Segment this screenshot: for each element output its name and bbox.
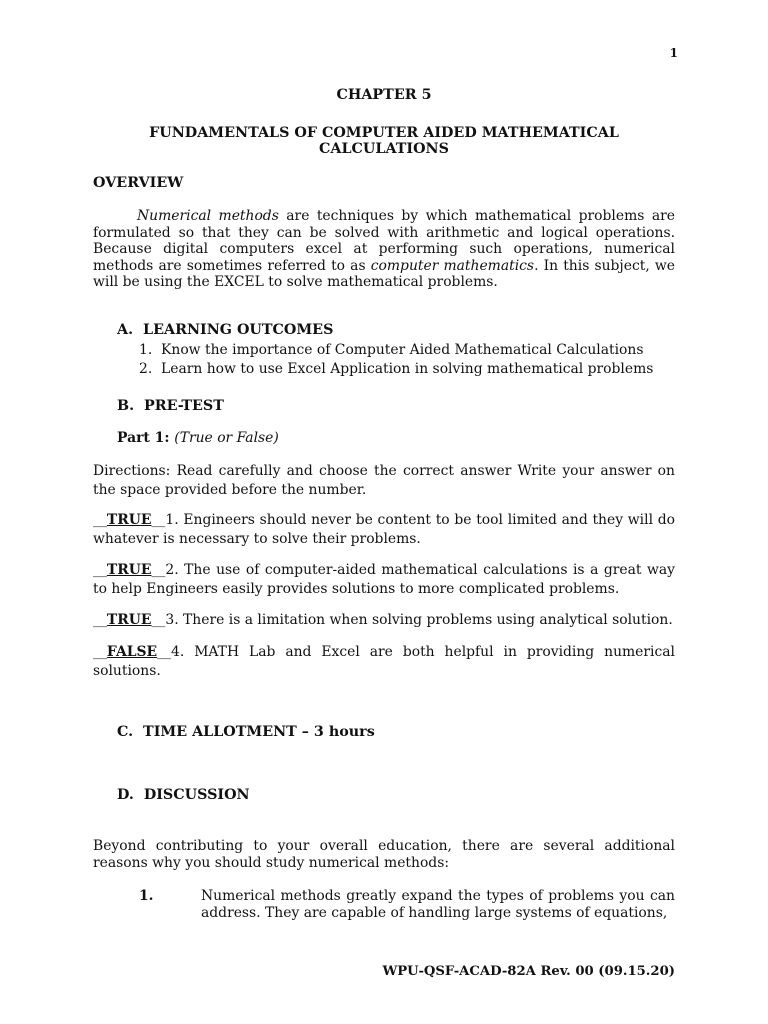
answer-blank: TRUE bbox=[106, 512, 152, 528]
pretest-question-2: __TRUE__2. The use of computer-aided mathematical calculations is a great way to help Engineers easily provides solutions to more complicated problems. bbox=[93, 562, 675, 597]
learning-outcome-item: 2. Learn how to use Excel Application in solving mathematical problems bbox=[139, 361, 654, 377]
discussion-item-text: Numerical methods greatly expand the types of problems you can address. They are capable of handling large systems of equations, bbox=[201, 888, 675, 921]
document-footer: WPU-QSF-ACAD-82A Rev. 00 (09.15.20) bbox=[382, 964, 675, 979]
pretest-question-1: __TRUE__1. Engineers should never be content to be tool limited and they will do whatever is necessary to solve their problems. bbox=[93, 512, 675, 547]
pretest-part-label: Part 1: (True or False) bbox=[117, 430, 279, 446]
chapter-title-line-2: CALCULATIONS bbox=[319, 141, 449, 157]
overview-paragraph bbox=[93, 208, 675, 291]
chapter-title-line-1: FUNDAMENTALS OF COMPUTER AIDED MATHEMATICAL bbox=[149, 125, 619, 141]
part-description: (True or False) bbox=[174, 430, 279, 446]
overview-term-computer-mathematics: computer mathematics bbox=[370, 257, 535, 274]
discussion-heading: D. DISCUSSION bbox=[117, 787, 250, 803]
pretest-heading: B. PRE-TEST bbox=[117, 398, 224, 414]
overview-heading: OVERVIEW bbox=[93, 175, 184, 191]
answer-blank: TRUE bbox=[106, 612, 152, 628]
overview-text-part-2: . In this subject, we will be using the EXCEL to solve mathematical problems. bbox=[93, 257, 675, 291]
learning-outcomes-list bbox=[139, 341, 653, 378]
discussion-item-number: 1. bbox=[139, 888, 154, 904]
pretest-question-3: __TRUE__3. There is a limitation when solving problems using analytical solution. bbox=[93, 612, 673, 628]
page-number: 1 bbox=[669, 46, 678, 60]
overview-text-part-1: are techniques by which mathematical problems are formulated so that they can be solved with arithmetic and logical operations. Because digital computers excel at performing such operations, numerical methods are sometimes referred to as bbox=[93, 208, 675, 274]
answer-blank: FALSE bbox=[106, 644, 158, 660]
chapter-heading: CHAPTER 5 bbox=[336, 87, 432, 103]
pretest-question-4: __FALSE__4. MATH Lab and Excel are both helpful in providing numerical solutions. bbox=[93, 644, 675, 679]
pretest-directions: Directions: Read carefully and choose the correct answer Write your answer on the space provided before the number. bbox=[93, 463, 675, 498]
chapter-title bbox=[93, 125, 675, 157]
part-label: Part 1 bbox=[117, 430, 165, 446]
answer-blank: TRUE bbox=[106, 562, 152, 578]
learning-outcome-item: 1. Know the importance of Computer Aided Mathematical Calculations bbox=[139, 342, 644, 358]
learning-outcomes-heading: A. LEARNING OUTCOMES bbox=[117, 322, 334, 338]
discussion-intro: Beyond contributing to your overall education, there are several additional reasons why you should study numerical methods: bbox=[93, 838, 675, 871]
time-allotment-heading: C. TIME ALLOTMENT – 3 hours bbox=[117, 724, 375, 740]
overview-term-numerical-methods: Numerical methods bbox=[137, 208, 279, 224]
